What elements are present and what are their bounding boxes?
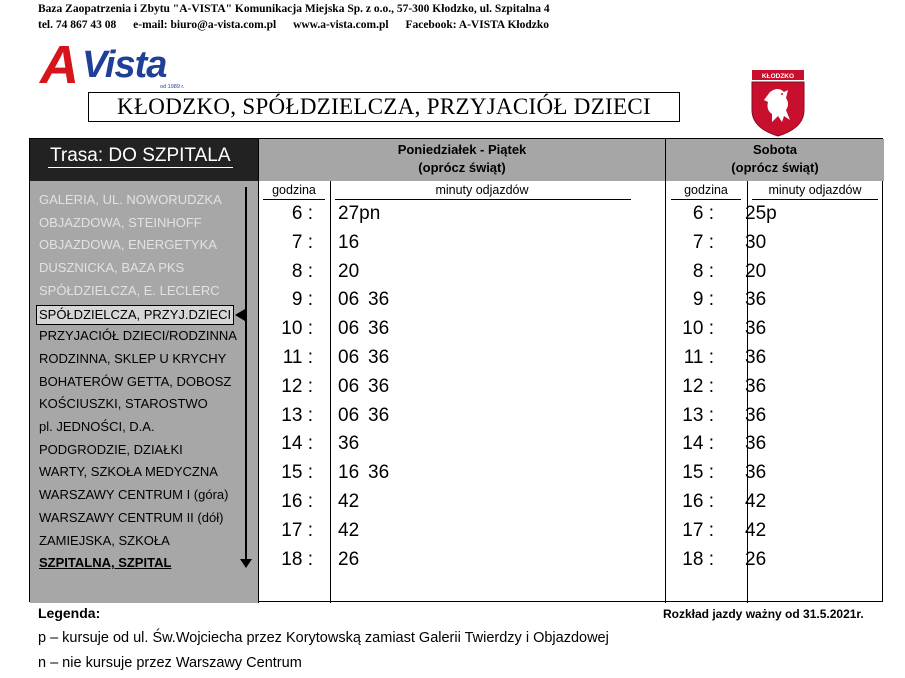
departure-minute: 27pn [338, 203, 381, 224]
weekday-hour: 17 : [281, 519, 313, 541]
departure-minute: 36 [368, 347, 390, 368]
weekday-hour: 6 : [291, 203, 313, 224]
departure-minute: 20 [338, 260, 360, 282]
route-stop: OBJAZDOWA, STEINHOFF [39, 214, 202, 230]
legend-n: n – nie kursuje przez Warszawy Centrum [38, 655, 302, 671]
weekday-hour: 10 : [281, 318, 313, 340]
departure-minute: 42 [338, 519, 360, 541]
weekday-title-text: Poniedziałek - Piątek [397, 142, 527, 157]
saturday-minutes-row [745, 549, 775, 571]
route-stop: SPÓŁDZIELCZA, E. LECLERC [39, 282, 220, 298]
weekday-minutes-row [338, 318, 398, 340]
saturday-title-text: Sobota [752, 142, 798, 157]
saturday-minutes-row [745, 232, 775, 254]
crest-label: KŁODZKO [761, 73, 795, 80]
arrow-down-icon [240, 559, 252, 568]
saturday-subtitle: (oprócz świąt) [731, 160, 819, 175]
weekday-hour: 15 : [281, 462, 313, 484]
saturday-hour: 7 : [692, 231, 714, 253]
route-header [30, 139, 258, 181]
departure-minute: 16 [338, 462, 360, 484]
saturday-minutes-row [745, 376, 775, 398]
saturday-hour: 6 : [692, 203, 714, 224]
saturday-hour: 11 : [683, 347, 714, 368]
saturday-minutes-row [745, 289, 775, 311]
current-stop: SPÓŁDZIELCZA, PRZYJ.DZIECI [36, 305, 234, 325]
header-underline [335, 199, 631, 200]
route-label: Trasa: DO SZPITALA [50, 145, 231, 166]
departure-minute: 20 [745, 260, 767, 282]
valid-from-note: Rozkład jazdy ważny od 31.5.2021r. [663, 607, 864, 621]
weekday-minutes-row [338, 462, 398, 484]
departure-minute: 42 [338, 491, 360, 512]
saturday-minutes-row [745, 405, 775, 427]
departure-minute: 36 [745, 462, 767, 484]
departure-minute: 06 [338, 404, 360, 426]
weekday-subtitle: (oprócz świąt) [418, 160, 506, 175]
weekday-header [258, 139, 665, 181]
timetable [29, 138, 883, 602]
route-stop: OBJAZDOWA, ENERGETYKA [39, 237, 217, 253]
departure-minute: 06 [338, 375, 360, 397]
departure-minute: 06 [338, 289, 360, 311]
weekday-hour: 12 : [281, 375, 313, 397]
weekday-hour-header: godzina [272, 183, 316, 197]
route-stop: WARSZAWY CENTRUM I (góra) [39, 487, 229, 503]
weekday-minutes-row [338, 261, 368, 283]
weekday-hour: 8 : [291, 260, 313, 282]
avista-logo [40, 35, 210, 96]
saturday-hour: 18 : [682, 548, 714, 570]
departure-minute: 30 [745, 231, 767, 253]
departure-minute: 36 [745, 433, 767, 455]
route-stop: WARSZAWY CENTRUM II (dół) [39, 509, 224, 525]
departure-minute: 26 [745, 548, 767, 570]
departure-minute: 36 [745, 404, 767, 426]
saturday-hour: 16 : [682, 491, 714, 512]
weekday-minutes-row [338, 376, 398, 398]
stop-title: KŁODZKO, SPÓŁDZIELCZA, PRZYJACIÓŁ DZIECI [88, 92, 680, 122]
departure-minute: 06 [338, 318, 360, 340]
route-stop: RODZINNA, SKLEP U KRYCHY [39, 350, 227, 366]
departure-minute: 42 [745, 491, 767, 512]
departure-minute: 36 [745, 375, 767, 397]
route-stop: PODGRODZIE, DZIAŁKI [39, 441, 183, 457]
klodzko-crest-icon [748, 70, 808, 138]
weekday-minutes-row [338, 289, 398, 311]
saturday-minutes-row [745, 203, 777, 225]
weekday-minutes-row [338, 433, 368, 455]
logo-word-vista: Vista [82, 44, 167, 86]
column-divider [258, 139, 259, 603]
route-stop: BOHATERÓW GETTA, DOBOSZ [39, 373, 232, 389]
column-divider [330, 181, 331, 603]
weekday-title [259, 139, 665, 177]
current-stop-pointer-icon [235, 309, 245, 321]
departure-minute: 36 [368, 289, 390, 311]
departure-minute: 36 [745, 289, 767, 311]
email-address: e-mail: biuro@a-vista.com.pl [133, 19, 277, 31]
departure-minute: 42 [745, 519, 767, 541]
saturday-hour: 12 : [682, 375, 714, 397]
route-stops-list [30, 181, 258, 603]
departure-minute: 16 [338, 231, 360, 253]
contact-info-line [38, 19, 563, 31]
header-underline [671, 199, 741, 200]
saturday-minutes-row [745, 491, 775, 513]
departure-minute: 26 [338, 548, 360, 570]
route-stop: ZAMIEJSKA, SZKOŁA [39, 532, 170, 548]
legend-p: p – kursuje od ul. Św.Wojciecha przez Korytowską zamiast Galerii Twierdzy i Objazdowej [38, 630, 609, 646]
departure-minute: 36 [368, 462, 390, 484]
weekday-minutes-row [338, 549, 368, 571]
saturday-minutes-row [745, 318, 775, 340]
saturday-hour: 8 : [692, 260, 714, 282]
route-stop: KOŚCIUSZKI, STAROSTWO [39, 396, 208, 412]
header-underline [752, 199, 878, 200]
weekday-hour: 11 : [282, 347, 313, 368]
saturday-minutes-row [745, 520, 775, 542]
departure-minute: 36 [368, 404, 390, 426]
route-stop: DUSZNICKA, BAZA PKS [39, 260, 185, 276]
website-link[interactable]: www.a-vista.com.pl [293, 19, 389, 31]
logo-letter-a: A [40, 35, 77, 95]
route-stop: WARTY, SZKOŁA MEDYCZNA [39, 464, 218, 480]
logo-since: od 1989 r. [160, 84, 185, 90]
weekday-hour: 18 : [281, 548, 313, 570]
saturday-hour: 17 : [682, 519, 714, 541]
saturday-hour-header: godzina [684, 183, 728, 197]
departure-minute: 36 [745, 318, 767, 340]
saturday-hour: 13 : [682, 404, 714, 426]
departure-minute: 06 [338, 347, 360, 368]
saturday-minutes-header: minuty odjazdów [768, 183, 862, 197]
facebook-link[interactable]: Facebook: A-VISTA Kłodzko [405, 19, 550, 31]
weekday-minutes-row [338, 347, 398, 369]
saturday-minutes-row [745, 462, 775, 484]
departure-minute: 36 [368, 375, 390, 397]
weekday-minutes-row [338, 491, 368, 513]
weekday-hour: 13 : [281, 404, 313, 426]
weekday-minutes-header: minuty odjazdów [435, 183, 529, 197]
weekday-hour: 7 : [291, 231, 313, 253]
weekday-minutes-row [338, 203, 380, 225]
saturday-minutes-row [745, 347, 775, 369]
departure-minute: 25p [745, 203, 777, 224]
column-divider [665, 139, 666, 603]
departure-minute: 36 [338, 433, 360, 455]
weekday-minutes-row [338, 232, 368, 254]
weekday-minutes-row [338, 405, 398, 427]
route-stop: PRZYJACIÓŁ DZIECI/RODZINNA [39, 328, 237, 344]
weekday-hour: 14 : [281, 433, 313, 455]
saturday-title [666, 139, 884, 177]
saturday-header [665, 139, 884, 181]
saturday-hour: 15 : [682, 462, 714, 484]
weekday-hour: 16 : [281, 491, 313, 512]
route-direction-line [245, 187, 247, 563]
phone-number: tel. 74 867 43 08 [38, 19, 117, 31]
route-stop: pl. JEDNOŚCI, D.A. [39, 419, 155, 434]
route-stop: GALERIA, UL. NOWORUDZKA [39, 192, 222, 207]
saturday-hour: 9 : [692, 289, 714, 311]
departure-minute: 36 [368, 318, 390, 340]
saturday-minutes-row [745, 433, 775, 455]
saturday-hour: 14 : [682, 433, 714, 455]
route-stop: SZPITALNA, SZPITAL [39, 555, 172, 571]
company-info-line: Baza Zaopatrzenia i Zbytu "A-VISTA" Komunikacja Miejska Sp. z o.o., 57-300 Kłodzko, ul. Szpitalna 4 [38, 3, 550, 15]
departure-minute: 36 [745, 347, 767, 368]
saturday-hour: 10 : [682, 318, 714, 340]
saturday-minutes-row [745, 261, 775, 283]
weekday-minutes-row [338, 520, 368, 542]
legend-title: Legenda: [38, 605, 101, 621]
header-underline [263, 199, 325, 200]
weekday-hour: 9 : [291, 289, 313, 311]
